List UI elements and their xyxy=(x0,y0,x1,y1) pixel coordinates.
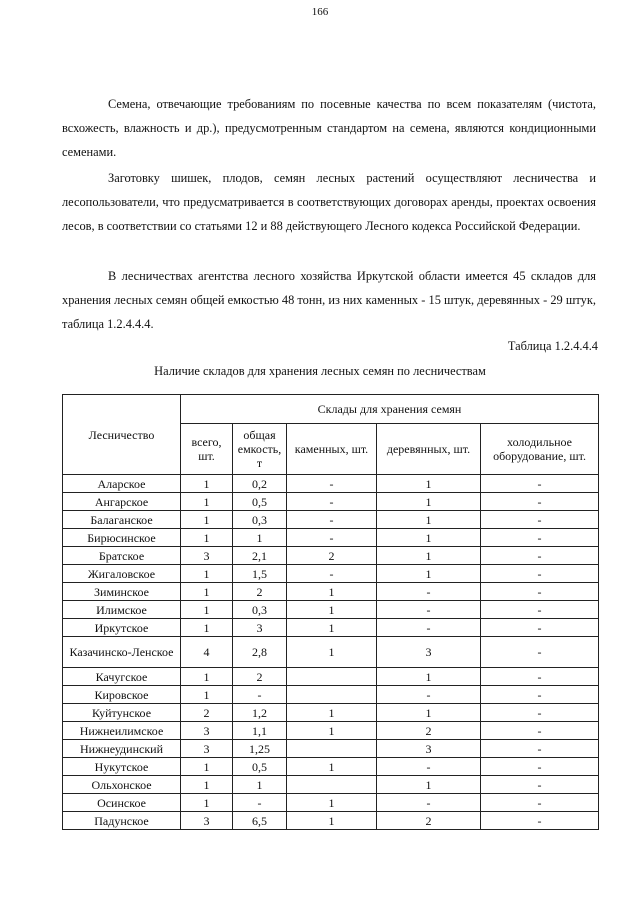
cell-wooden: - xyxy=(377,794,481,812)
cell-refrigeration: - xyxy=(481,722,599,740)
table-label: Таблица 1.2.4.4.4 xyxy=(507,339,598,353)
cell-capacity: 1,25 xyxy=(233,740,287,758)
cell-forestry: Падунское xyxy=(63,812,181,830)
table-row xyxy=(63,583,599,601)
cell-stone: 1 xyxy=(287,619,377,637)
cell-total: 1 xyxy=(181,565,233,583)
cell-refrigeration: - xyxy=(481,812,599,830)
cell-forestry: Нукутское xyxy=(63,758,181,776)
cell-total: 1 xyxy=(181,583,233,601)
cell-total: 3 xyxy=(181,722,233,740)
cell-forestry: Илимское xyxy=(63,601,181,619)
cell-capacity: 0,3 xyxy=(233,511,287,529)
cell-wooden: - xyxy=(377,758,481,776)
cell-total: 3 xyxy=(181,812,233,830)
cell-wooden: - xyxy=(377,601,481,619)
cell-refrigeration: - xyxy=(481,547,599,565)
cell-refrigeration: - xyxy=(481,637,599,668)
cell-total: 1 xyxy=(181,668,233,686)
cell-total: 3 xyxy=(181,547,233,565)
cell-total: 1 xyxy=(181,776,233,794)
cell-total: 2 xyxy=(181,704,233,722)
cell-wooden: 1 xyxy=(377,493,481,511)
cell-capacity: 0,3 xyxy=(233,601,287,619)
cell-capacity: 1 xyxy=(233,776,287,794)
table-row xyxy=(63,547,599,565)
cell-refrigeration: - xyxy=(481,529,599,547)
cell-wooden: 3 xyxy=(377,637,481,668)
table-row xyxy=(63,475,599,493)
cell-refrigeration: - xyxy=(481,601,599,619)
cell-total: 1 xyxy=(181,511,233,529)
cell-refrigeration: - xyxy=(481,565,599,583)
cell-capacity: 1,1 xyxy=(233,722,287,740)
cell-refrigeration: - xyxy=(481,758,599,776)
cell-capacity: 3 xyxy=(233,619,287,637)
cell-forestry: Ангарское xyxy=(63,493,181,511)
table-body xyxy=(63,475,599,830)
cell-wooden: 1 xyxy=(377,547,481,565)
cell-stone: 1 xyxy=(287,583,377,601)
cell-stone: - xyxy=(287,493,377,511)
cell-forestry: Братское xyxy=(63,547,181,565)
cell-total: 1 xyxy=(181,529,233,547)
cell-capacity: 1,2 xyxy=(233,704,287,722)
header-stone: каменных, шт. xyxy=(287,424,377,475)
cell-forestry: Жигаловское xyxy=(63,565,181,583)
cell-stone: 1 xyxy=(287,794,377,812)
header-warehouses-group: Склады для хранения семян xyxy=(181,395,599,424)
cell-wooden: 2 xyxy=(377,812,481,830)
cell-wooden: 1 xyxy=(377,511,481,529)
cell-capacity: 1,5 xyxy=(233,565,287,583)
cell-wooden: - xyxy=(377,686,481,704)
table-row xyxy=(63,740,599,758)
cell-stone xyxy=(287,740,377,758)
cell-stone: 1 xyxy=(287,637,377,668)
cell-refrigeration: - xyxy=(481,668,599,686)
cell-forestry: Бирюсинское xyxy=(63,529,181,547)
table-row xyxy=(63,758,599,776)
cell-wooden: 1 xyxy=(377,668,481,686)
cell-stone: 1 xyxy=(287,812,377,830)
cell-total: 1 xyxy=(181,619,233,637)
table-row xyxy=(63,722,599,740)
warehouses-table xyxy=(62,394,599,830)
header-capacity: общая емкость, т xyxy=(233,424,287,475)
cell-wooden: 1 xyxy=(377,704,481,722)
header-wooden: деревянных, шт. xyxy=(377,424,481,475)
cell-refrigeration: - xyxy=(481,493,599,511)
page-number: 166 xyxy=(311,6,329,18)
table-row xyxy=(63,637,599,668)
cell-total: 4 xyxy=(181,637,233,668)
table-row xyxy=(63,776,599,794)
header-total: всего, шт. xyxy=(181,424,233,475)
cell-total: 1 xyxy=(181,493,233,511)
cell-stone: - xyxy=(287,475,377,493)
cell-stone xyxy=(287,776,377,794)
cell-capacity: 0,2 xyxy=(233,475,287,493)
cell-total: 1 xyxy=(181,686,233,704)
cell-forestry: Нижнеилимское xyxy=(63,722,181,740)
cell-stone: 1 xyxy=(287,704,377,722)
cell-stone: 1 xyxy=(287,722,377,740)
cell-capacity: 6,5 xyxy=(233,812,287,830)
cell-forestry: Аларское xyxy=(63,475,181,493)
table-row xyxy=(63,812,599,830)
cell-capacity: 2,8 xyxy=(233,637,287,668)
cell-forestry: Казачинско-Ленское xyxy=(63,637,181,668)
cell-stone: 2 xyxy=(287,547,377,565)
cell-total: 1 xyxy=(181,601,233,619)
table-row xyxy=(63,565,599,583)
table-row xyxy=(63,686,599,704)
cell-refrigeration: - xyxy=(481,776,599,794)
cell-capacity: 0,5 xyxy=(233,758,287,776)
table-row xyxy=(63,511,599,529)
cell-forestry: Ольхонское xyxy=(63,776,181,794)
cell-wooden: 1 xyxy=(377,776,481,794)
cell-capacity: - xyxy=(233,686,287,704)
cell-refrigeration: - xyxy=(481,511,599,529)
paragraph-warehouses: В лесничествах агентства лесного хозяйства Иркутской области имеется 45 складов для хранения лесных семян общей емкостью 48 тонн, из них каменных - 15 штук, деревянных - 29 штук, таблица 1.2.4.4.4. xyxy=(62,269,596,331)
cell-forestry: Нижнеудинский xyxy=(63,740,181,758)
cell-forestry: Зиминское xyxy=(63,583,181,601)
table-row xyxy=(63,794,599,812)
cell-stone: - xyxy=(287,511,377,529)
cell-forestry: Балаганское xyxy=(63,511,181,529)
table-row xyxy=(63,601,599,619)
cell-capacity: 2 xyxy=(233,668,287,686)
cell-stone: - xyxy=(287,529,377,547)
cell-wooden: - xyxy=(377,619,481,637)
cell-refrigeration: - xyxy=(481,475,599,493)
cell-wooden: 1 xyxy=(377,529,481,547)
table-row xyxy=(63,619,599,637)
cell-stone: - xyxy=(287,565,377,583)
cell-wooden: 1 xyxy=(377,475,481,493)
cell-total: 3 xyxy=(181,740,233,758)
cell-capacity: - xyxy=(233,794,287,812)
cell-total: 1 xyxy=(181,475,233,493)
cell-forestry: Качугское xyxy=(63,668,181,686)
cell-total: 1 xyxy=(181,758,233,776)
header-forestry: Лесничество xyxy=(63,395,181,475)
cell-stone: 1 xyxy=(287,601,377,619)
cell-wooden: 2 xyxy=(377,722,481,740)
cell-refrigeration: - xyxy=(481,794,599,812)
cell-refrigeration: - xyxy=(481,686,599,704)
cell-wooden: - xyxy=(377,583,481,601)
cell-forestry: Куйтунское xyxy=(63,704,181,722)
cell-refrigeration: - xyxy=(481,704,599,722)
cell-forestry: Иркутское xyxy=(63,619,181,637)
table-row xyxy=(63,493,599,511)
cell-wooden: 3 xyxy=(377,740,481,758)
cell-stone: 1 xyxy=(287,758,377,776)
paragraph-seed-conditions: Семена, отвечающие требованиям по посевные качества по всем показателям (чистота, всхожесть, влажность и др.), предусмотренным стандартом на семена, являются кондиционными семенами. xyxy=(62,97,596,159)
cell-capacity: 2 xyxy=(233,583,287,601)
cell-wooden: 1 xyxy=(377,565,481,583)
cell-forestry: Осинское xyxy=(63,794,181,812)
cell-stone xyxy=(287,686,377,704)
cell-capacity: 0,5 xyxy=(233,493,287,511)
cell-forestry: Кировское xyxy=(63,686,181,704)
cell-refrigeration: - xyxy=(481,740,599,758)
cell-stone xyxy=(287,668,377,686)
cell-capacity: 1 xyxy=(233,529,287,547)
cell-total: 1 xyxy=(181,794,233,812)
paragraph-harvesting: Заготовку шишек, плодов, семян лесных растений осуществляют лесничества и лесопользователи, что предусматривается в соответствующих договорах аренды, проектах освоения лесов, в соответствии со статьями 12 и 88 действующего Лесного кодекса Российской Федерации. xyxy=(62,171,596,233)
table-row xyxy=(63,704,599,722)
table-title: Наличие складов для хранения лесных семян по лесничествам xyxy=(154,364,486,378)
cell-refrigeration: - xyxy=(481,583,599,601)
header-refrigeration: холодильное оборудование, шт. xyxy=(481,424,599,475)
cell-refrigeration: - xyxy=(481,619,599,637)
table-row xyxy=(63,529,599,547)
cell-capacity: 2,1 xyxy=(233,547,287,565)
table-row xyxy=(63,668,599,686)
